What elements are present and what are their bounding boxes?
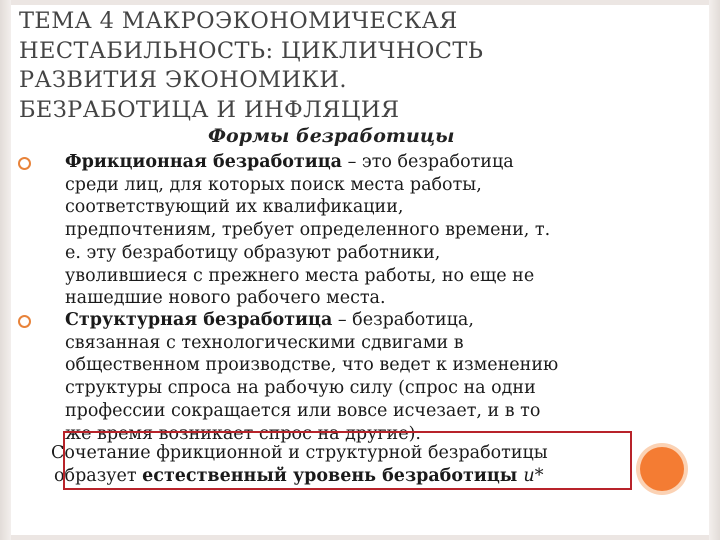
bullet-line: общественном производстве, что ведет к изменению: [65, 355, 559, 376]
frame-left: [0, 0, 11, 540]
bullet-line: же время возникает спрос на другие).: [65, 423, 421, 444]
title-line-2: НЕСТАБИЛЬНОСТЬ: ЦИКЛИЧНОСТЬ: [19, 37, 484, 64]
title-line-4: БЕЗРАБОТИЦА И ИНФЛЯЦИЯ: [19, 96, 400, 123]
bullet-first-line: [47, 151, 637, 174]
decorative-circle: [640, 447, 684, 491]
bullet-text: – безработица,: [332, 310, 474, 330]
circle-bullet-icon: [18, 315, 31, 328]
bullet-line: соответствующий их квалификации,: [65, 197, 404, 218]
bullet-text: – это безработица: [342, 152, 514, 172]
bullet-line: уволившиеся с прежнего места работы, но еще не: [65, 265, 535, 286]
frame-top: [0, 0, 720, 5]
frame-bottom: [0, 535, 720, 540]
title-line-3: РАЗВИТИЯ ЭКОНОМИКИ.: [19, 67, 347, 93]
bullet-line: нашедшие нового рабочего места.: [65, 288, 386, 309]
bullet-line: среди лиц, для которых поиск места работы,: [65, 174, 482, 195]
circle-bullet-icon: [18, 157, 31, 170]
frame-right: [709, 0, 720, 540]
bullet-term: Структурная безработица: [65, 310, 333, 330]
bullet-line: связанная с технологическими сдвигами в: [65, 332, 464, 353]
title-line-1: ТЕМА 4 МАКРОЭКОНОМИЧЕСКАЯ: [19, 8, 458, 34]
conclusion-term: естественный уровень безработицы: [142, 466, 524, 486]
bullet-structural: [47, 309, 637, 445]
bullet-line: е. эту безработицу образуют работники,: [65, 242, 441, 263]
bullet-frictional: [47, 151, 637, 310]
bullet-line: профессии сокращается или вовсе исчезает, и в то: [65, 400, 541, 421]
bullet-first-line: [47, 309, 637, 332]
highlight-box: [63, 431, 632, 490]
conclusion-prefix: образует: [54, 466, 143, 486]
section-subtitle: Формы безработицы: [208, 125, 455, 147]
conclusion-line-1: Сочетание фрикционной и структурной безработицы: [51, 443, 548, 463]
slide-title: [19, 7, 659, 125]
bullet-term: Фрикционная безработица: [65, 152, 343, 172]
bullet-line: структуры спроса на рабочую силу (спрос на одни: [65, 378, 536, 399]
bullet-line: предпочтениям, требует определенного времени, т.: [65, 220, 551, 241]
conclusion-symbol: u*: [523, 466, 544, 486]
